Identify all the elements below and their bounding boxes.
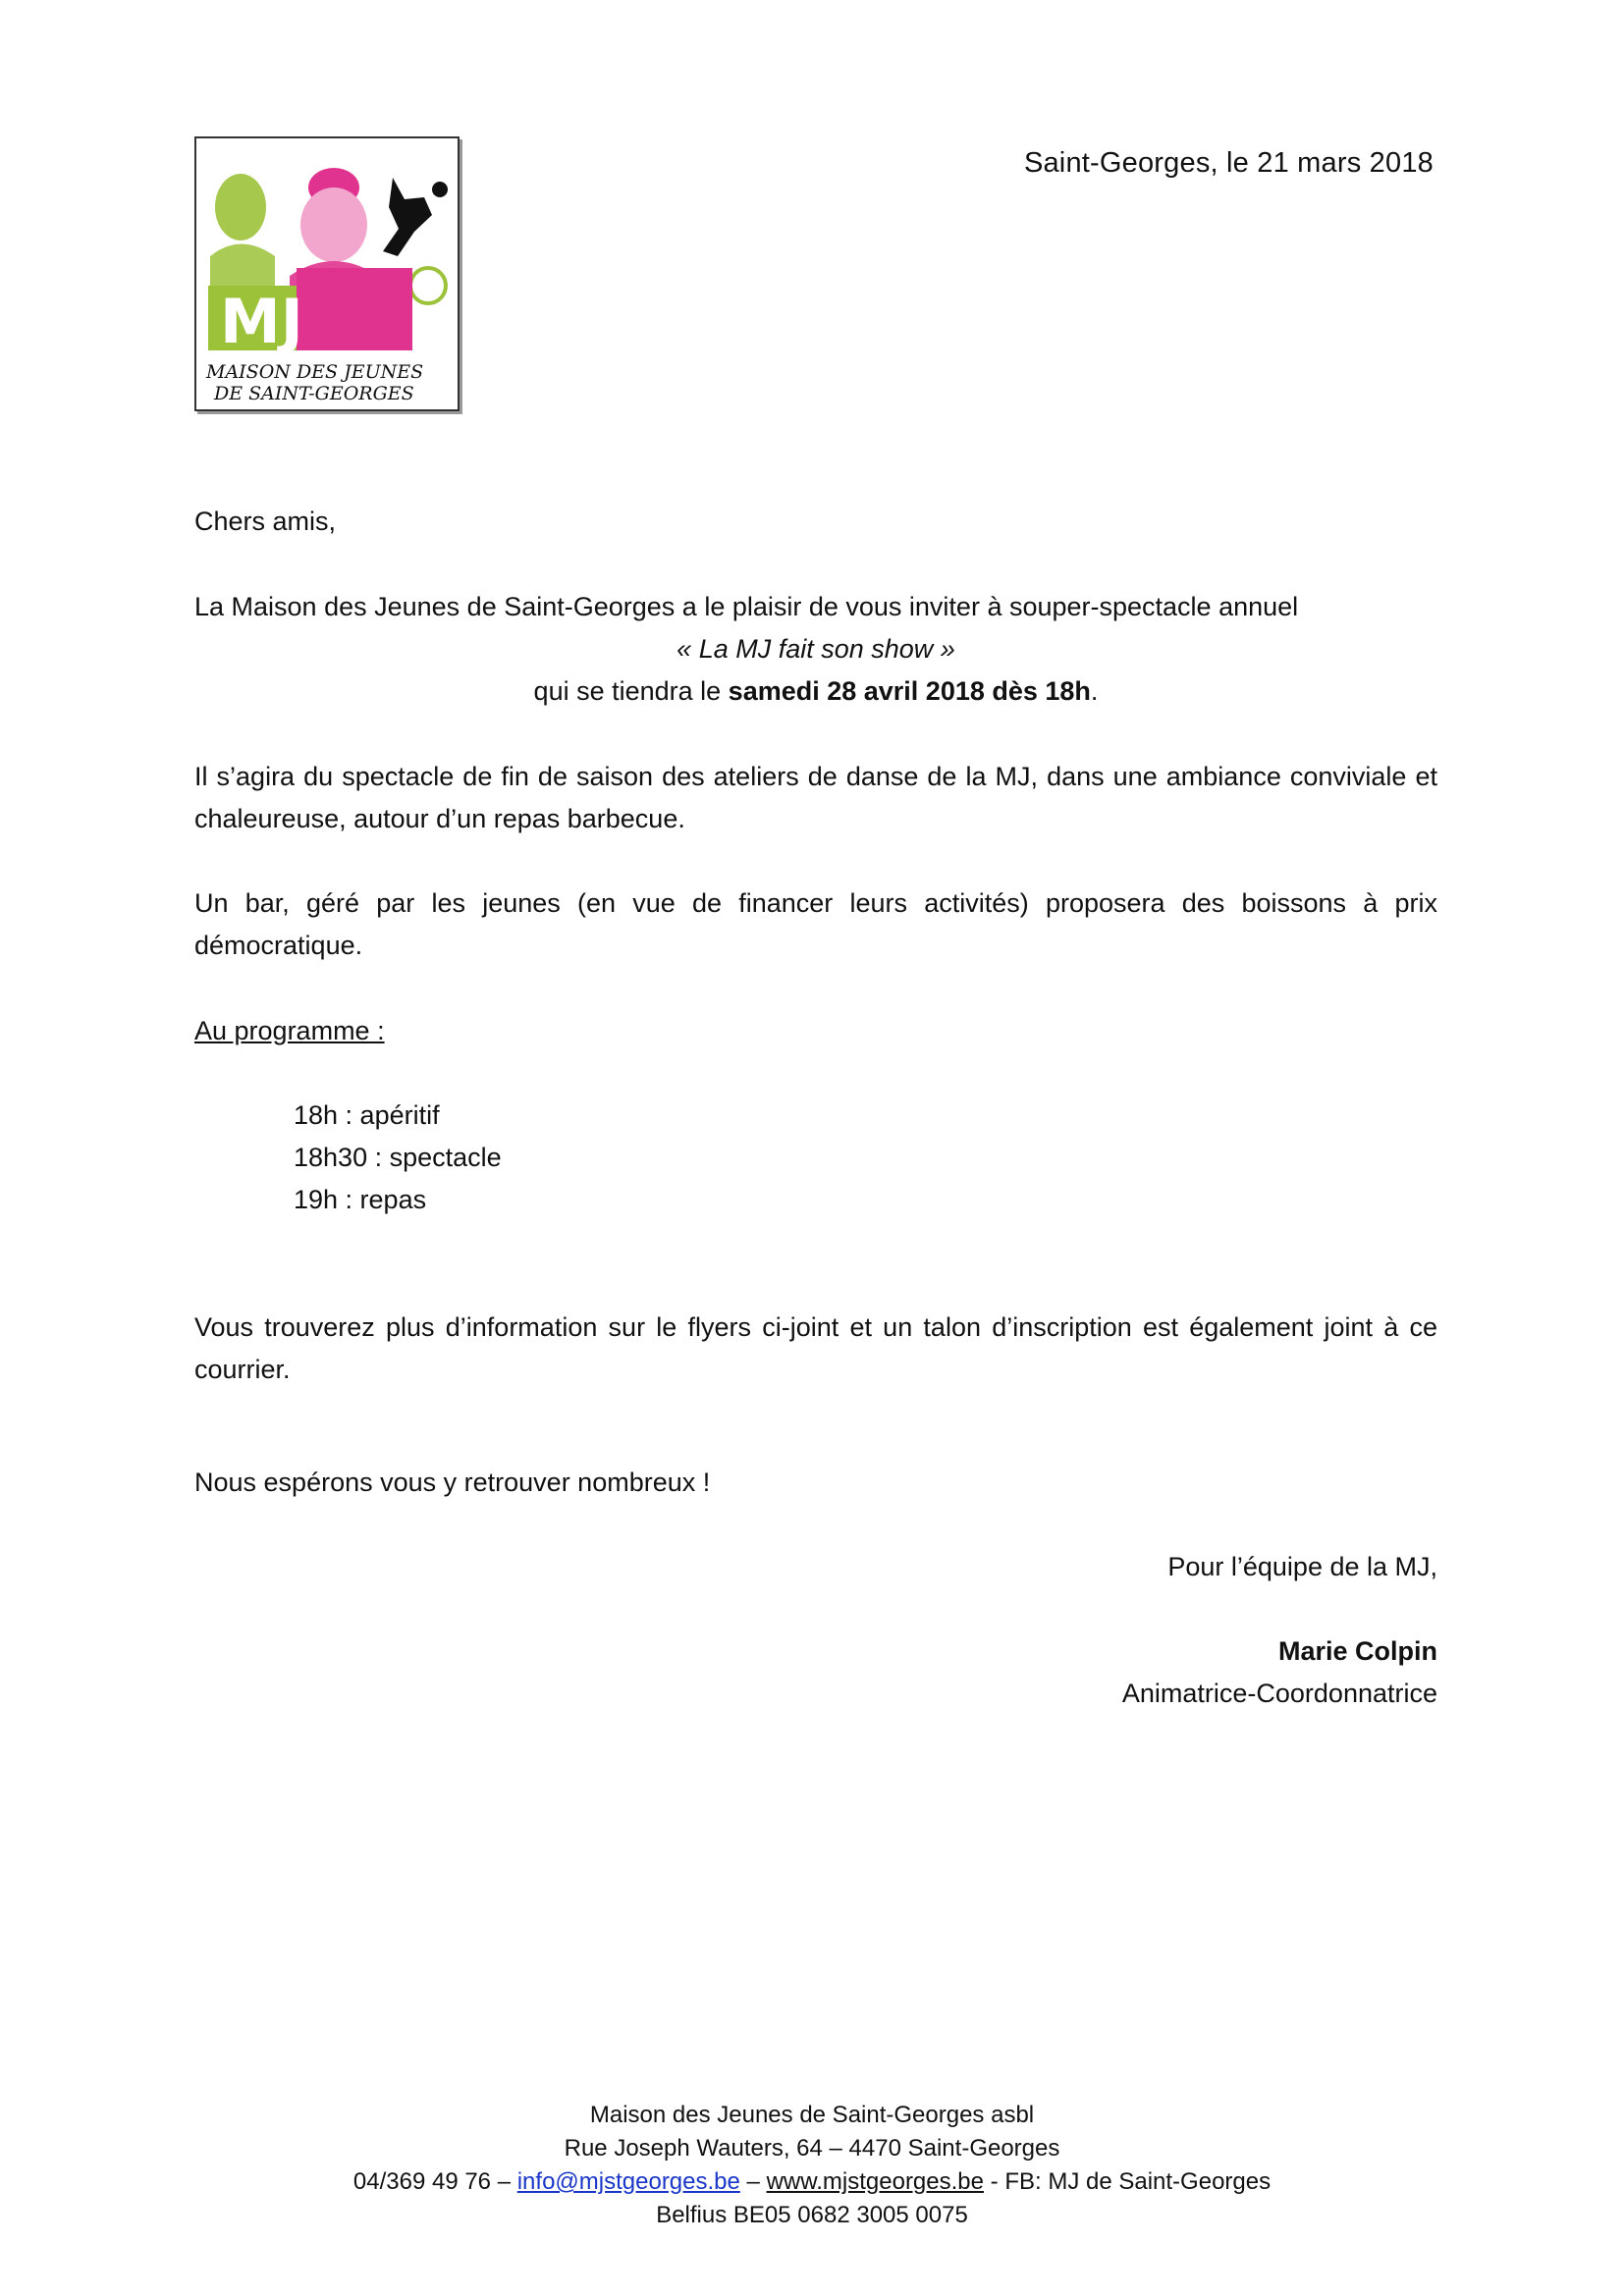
footer-org: Maison des Jeunes de Saint-Georges asbl: [589, 2102, 1035, 2128]
program-item: 18h : apéritif: [294, 1100, 440, 1130]
footer-address: Rue Joseph Wauters, 64 – 4470 Saint-Georges: [564, 2135, 1060, 2162]
letter-date: Saint-Georges, le 21 mars 2018: [1023, 147, 1434, 179]
program-item: 19h : repas: [294, 1185, 427, 1214]
event-date: samedi 28 avril 2018 dès 18h: [728, 676, 1091, 706]
event-when-prefix: qui se tiendra le: [533, 676, 729, 706]
program-item: 18h30 : spectacle: [294, 1143, 502, 1172]
footer-contact: [0, 2165, 1624, 2199]
sign-name: Marie Colpin: [1277, 1636, 1437, 1666]
footer-bank: Belfius BE05 0682 3005 0075: [656, 2202, 968, 2228]
logo-mark: MJ: [220, 286, 303, 357]
logo-line2: DE SAINT-GEORGES: [214, 383, 414, 404]
paragraph-show: Il s’agira du spectacle de fin de saison des ateliers de danse de la MJ, dans une ambiance conviviale et chaleureuse, autour d’un repas barbecue.: [194, 762, 1437, 833]
mj-logo: [194, 136, 460, 411]
logo-line1: MAISON DES JEUNES: [206, 361, 424, 383]
event-when-suffix: .: [1090, 676, 1099, 706]
footer-sep: –: [491, 2168, 517, 2195]
footer-facebook: - FB: MJ de Saint-Georges: [984, 2168, 1272, 2195]
footer-website-link[interactable]: www.mjstgeorges.be: [766, 2168, 984, 2195]
paragraph-bar: Un bar, géré par les jeunes (en vue de financer leurs activités) proposera des boissons à prix démocratique.: [194, 888, 1437, 960]
footer-sep: –: [739, 2168, 767, 2195]
show-title: « La MJ fait son show »: [677, 634, 955, 664]
footer-email-link[interactable]: info@mjstgeorges.be: [516, 2168, 740, 2195]
intro-paragraph: La Maison des Jeunes de Saint-Georges a le plaisir de vous inviter à souper-spectacle annuel: [194, 592, 1299, 621]
program-heading: Au programme :: [194, 1016, 385, 1045]
event-when: [194, 670, 1437, 713]
letter-footer: [0, 2099, 1624, 2232]
footer-phone: 04/369 49 76: [352, 2168, 492, 2195]
greeting: Chers amis,: [194, 507, 337, 536]
mj-logo-graphic: [196, 138, 458, 409]
paragraph-info: Vous trouverez plus d’information sur le flyers ci-joint et un talon d’inscription est également joint à ce courrier.: [194, 1312, 1437, 1384]
sign-role: Animatrice-Coordonnatrice: [1121, 1679, 1437, 1708]
sign-team: Pour l’équipe de la MJ,: [1167, 1552, 1437, 1581]
closing-line: Nous espérons vous y retrouver nombreux !: [194, 1468, 711, 1497]
